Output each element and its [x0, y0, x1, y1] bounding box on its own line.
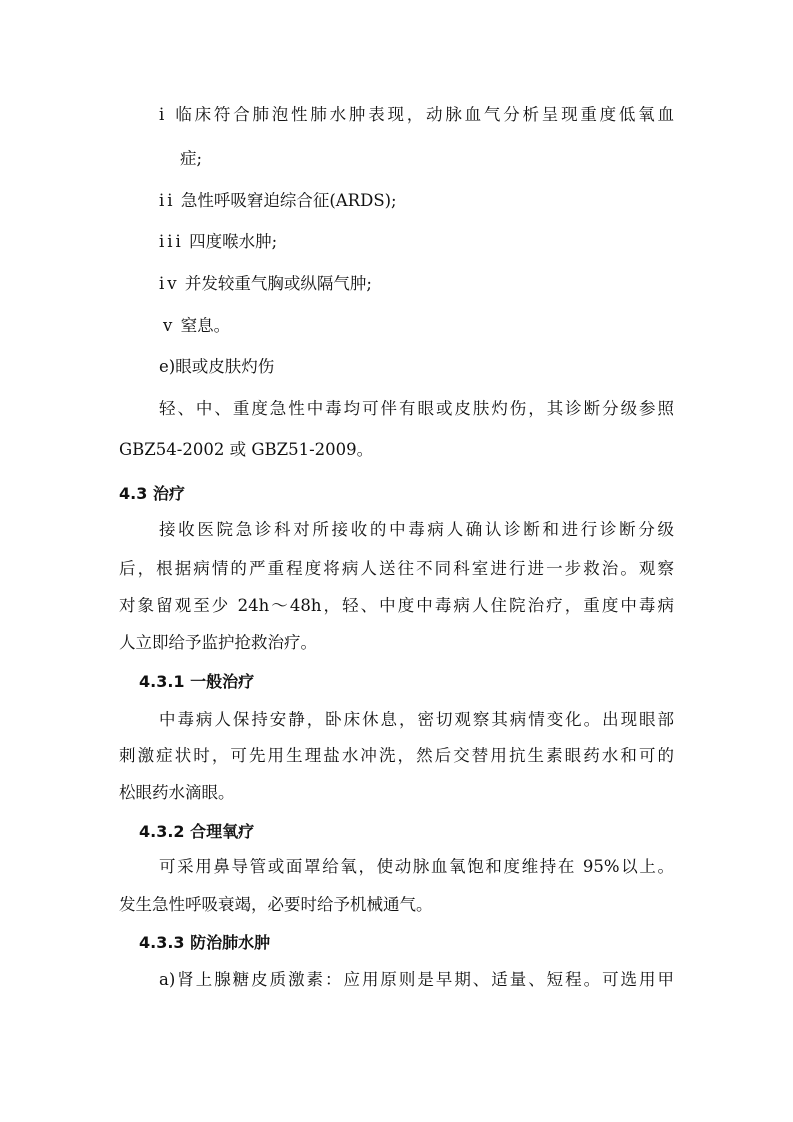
- list-item-text: 急性呼吸窘迫综合征(ARDS);: [180, 191, 397, 210]
- section-heading-4-3-3: [139, 933, 270, 953]
- section-heading-4-3-2: [139, 822, 254, 842]
- list-marker: iv: [159, 274, 180, 293]
- section-number: 4.3: [119, 484, 148, 503]
- section-heading-4-3: [119, 484, 185, 504]
- section-title: 治疗: [152, 484, 185, 503]
- section-title: 防治肺水肿: [190, 933, 271, 952]
- list-item-continuation: [180, 149, 202, 169]
- list-item-e: [159, 357, 274, 377]
- paragraph-line: 发生急性呼吸衰竭，必要时给予机械通气。: [119, 895, 433, 914]
- list-item-text: 症;: [180, 149, 203, 168]
- paragraph-line: 人立即给予监护抢救治疗。: [119, 633, 317, 652]
- paragraph-line: 可采用鼻导管或面罩给氧，使动脉血氧饱和度维持在 95%以上。: [159, 857, 674, 876]
- list-marker: a): [159, 970, 176, 989]
- section-title: 合理氧疗: [190, 822, 255, 841]
- list-item-i: [159, 105, 674, 125]
- list-item-ii: [159, 191, 397, 211]
- list-marker: i: [159, 105, 168, 124]
- list-marker: v: [163, 316, 176, 335]
- list-item-text: 临床符合肺泡性肺水肿表现，动脉血气分析呈现重度低氧血: [175, 105, 675, 124]
- paragraph-line: 中毒病人保持安静，卧床休息，密切观察其病情变化。出现眼部: [159, 710, 674, 729]
- paragraph-line: 刺激症状时，可先用生理盐水冲洗，然后交替用抗生素眼药水和可的: [119, 746, 674, 765]
- list-item-text: 窒息。: [180, 316, 231, 335]
- paragraph-line: 轻、中、重度急性中毒均可伴有眼或皮肤灼伤，其诊断分级参照: [159, 399, 674, 418]
- list-item-a: [159, 970, 674, 990]
- list-marker: iii: [159, 232, 184, 251]
- paragraph-line: 接收医院急诊科对所接收的中毒病人确认诊断和进行诊断分级: [159, 520, 674, 539]
- list-item-text: 肾上腺糖皮质激素：应用原则是早期、适量、短程。可选用甲: [175, 970, 674, 989]
- section-number: 4.3.2: [139, 822, 185, 841]
- section-number: 4.3.3: [139, 933, 185, 952]
- paragraph-line: GBZ54-2002 或 GBZ51-2009。: [119, 440, 374, 459]
- list-item-iii: [159, 232, 277, 252]
- list-marker: e): [159, 357, 176, 376]
- section-title: 一般治疗: [190, 672, 255, 691]
- list-item-text: 并发较重气胸或纵隔气肿;: [184, 274, 372, 293]
- paragraph-line: 后，根据病情的严重程度将病人送往不同科室进行进一步救治。观察: [119, 559, 674, 578]
- paragraph-line: 松眼药水滴眼。: [119, 783, 235, 802]
- list-marker: ii: [159, 191, 176, 210]
- section-heading-4-3-1: [139, 672, 254, 692]
- list-item-text: 四度喉水肿;: [189, 232, 278, 251]
- section-number: 4.3.1: [139, 672, 185, 691]
- list-item-v: [163, 316, 230, 336]
- list-item-text: 眼或皮肤灼伤: [175, 357, 275, 376]
- paragraph-line: 对象留观至少 24h～48h，轻、中度中毒病人住院治疗，重度中毒病: [119, 596, 674, 615]
- list-item-iv: [159, 274, 372, 294]
